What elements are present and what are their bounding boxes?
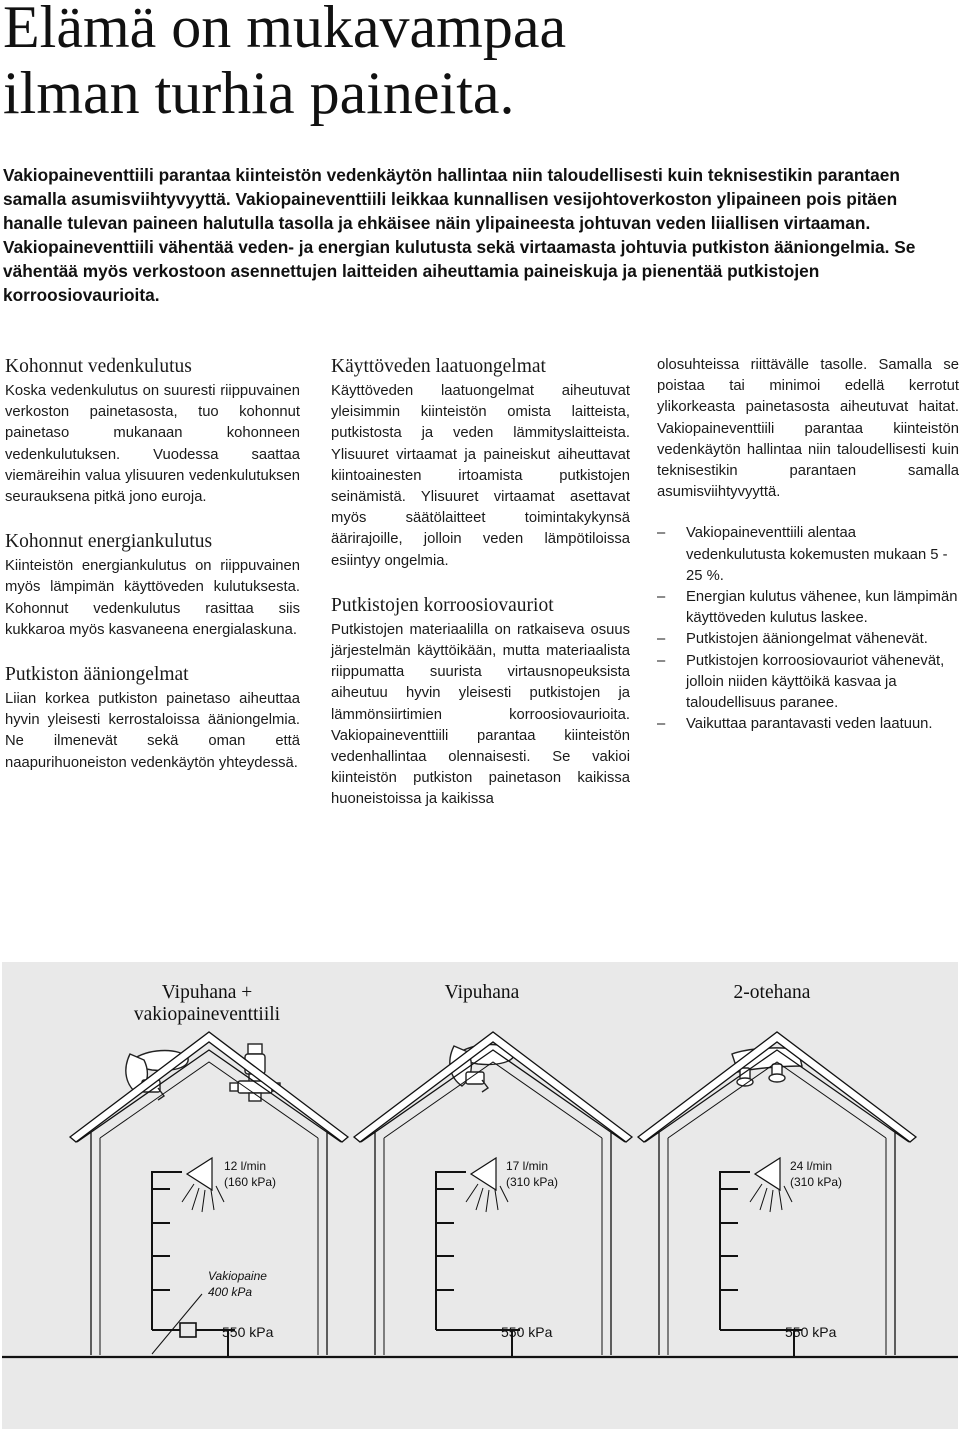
column-right: [657, 355, 959, 735]
heading-laatuongelmat: Käyttöveden laatuongelmat: [331, 356, 546, 377]
house-3-flow-pressure: (310 kPa): [790, 1175, 843, 1189]
water-stream: [750, 1184, 792, 1212]
house-3-supply-pressure: 550 kPa: [785, 1324, 837, 1340]
house-1-regulated-label: Vakiopaine: [208, 1269, 267, 1283]
benefit-item: – Vakiopaineventtiili alentaa vedenkulutusta kokemusten mukaan 5 - 25 %.: [657, 523, 959, 587]
heading-vedenkulutus: Kohonnut vedenkulutus: [5, 356, 192, 377]
column-middle: [331, 355, 630, 833]
page-title: [3, 0, 943, 126]
house-2-supply-pressure: 550 kPa: [501, 1324, 553, 1340]
benefit-item: – Putkistojen korroosiovauriot vähenevät, jolloin niiden käyttöikä kasvaa ja taloudellisuus paranee.: [657, 651, 959, 715]
text-korroosiovauriot: Putkistojen materiaalilla on ratkaiseva osuus järjestelmän käyttöikään, mutta materiaalista riippumatta suurista virtausnopeuksista aiheutuu hyvin yleisesti putkistojen ja lämmönsiirtimien korroosiovaurioita. Vakiopaineventtiili parantaa kiinteistön vedenhallintaa olennaisesti. Se vakioi kiinteistön putkiston painetason kaikissa huoneistoissa ja kaikissa: [331, 621, 630, 808]
water-stream: [466, 1184, 508, 1212]
house-1-label-line-1: Vipuhana +: [161, 982, 253, 1003]
house-3-flow: 24 l/min: [790, 1159, 833, 1173]
title-line-2: ilman turhia paineita.: [3, 60, 515, 126]
text-vedenkulutus: Koska vedenkulutus on suuresti riippuvainen verkoston painetasosta, tuo kohonnut painetaso mukanaan kohonneen vedenkulutuksen. Vuodessa saattaa viemäreihin valua ylisuuren vedenkulutuksen seurauksena pitkä jono euroja.: [5, 383, 300, 506]
house-1-supply-pressure: 550 kPa: [222, 1324, 274, 1340]
house-2-flow-pressure: (310 kPa): [506, 1175, 559, 1189]
shower-head-icon: [187, 1158, 212, 1190]
heading-aaniongelmat: Putkiston ääniongelmat: [5, 664, 189, 686]
house-1-flow-pressure: (160 kPa): [224, 1175, 277, 1189]
house-1: [70, 1032, 348, 1357]
house-2-label-line-1: Vipuhana: [444, 982, 520, 1003]
pressure-diagram: [2, 962, 958, 1429]
lead-paragraph: Vakiopaineventtiili parantaa kiinteistön vedenkäytön hallintaa niin taloudellisesti kuin teknisestikin parantaen samalla asumisviihtyvyyttä. Vakiopaineventtiili leikkaa kunnallisen vesijohtoverkoston ylipaineen pois pitäen hanalle tulevan paineen halutulla tasolla ja ehkäisee näin ylipaineesta johtuvan veden liiallisen virtaaman. Vakiopaineventtiili vähentää veden- ja energian kulutusta sekä virtaamasta johtuvia putkiston ääniongelmia. Se vähentää myös verkostoon asennettujen laitteiden aiheuttamia paineiskuja ja pienentää putkistojen korroosiovaurioita.: [3, 165, 916, 305]
shower-head-icon: [755, 1158, 780, 1190]
benefit-item: – Vaikuttaa parantavasti veden laatuun.: [657, 714, 959, 735]
diagram-drawing: [2, 962, 958, 1429]
column-left: [5, 355, 300, 796]
text-laatuongelmat: Käyttöveden laatuongelmat aiheutuvat yleisimmin kiinteistön omista laitteista, putkistosta ja veden lämmityslaitteista. Ylisuuret virtaamat ja paineiskut aiheuttavat kiintoainesten irtoamista putkistojen seinämistä. Ylisuuret virtaamat asettavat myös säätölaitteet toimintakykynsä äärirajoille, jolloin veden lämpötiloissa esiintyy ongelmia.: [331, 383, 630, 569]
benefits-list: [657, 523, 959, 735]
title-line-1: Elämä on mukavampaa: [3, 0, 567, 60]
valve-icon: [180, 1323, 196, 1337]
benefit-item: – Putkistojen ääniongelmat vähenevät.: [657, 629, 959, 650]
heading-energiankulutus: Kohonnut energiankulutus: [5, 531, 213, 553]
water-stream: [182, 1184, 224, 1212]
house-1-regulated-pressure: 400 kPa: [208, 1285, 253, 1299]
house-3-label-line-1: 2-otehana: [733, 982, 811, 1003]
house-2-flow: 17 l/min: [506, 1159, 549, 1173]
text-aaniongelmat: Liian korkea putkiston painetaso aiheuttaa hyvin yleisesti kerrostaloissa ääniongelmia. Ne ilmenevät sekä oman että naapurihuoneiston vedenkäytön yhteydessä.: [5, 691, 300, 771]
house-1-flow: 12 l/min: [224, 1159, 267, 1173]
heading-korroosiovauriot: Putkistojen korroosiovauriot: [331, 594, 554, 616]
house-2: [354, 1032, 632, 1357]
shower-head-icon: [471, 1158, 496, 1190]
house-1-label-line-2: vakiopaineventtiili: [133, 1004, 281, 1025]
text-energiankulutus: Kiinteistön energiankulutus on riippuvainen myös lämpimän käyttöveden kulutuksesta. Kohonnut vedenkulutus rasittaa siis kukkaroa myös kasvaneena energialaskuna.: [5, 558, 300, 638]
text-benefits-intro: olosuhteissa riittävälle tasolle. Samalla se poistaa tai minimoi edellä kerrotut ylikorkeasta painetasosta aiheutuvat haitat. Vakiopaineventtiili parantaa kiinteistön vedenkäytön hallintaa niin taloudellisesti kuin teknisestikin parantaen samalla asumisviihtyvyyttä.: [657, 357, 959, 501]
benefit-item: – Energian kulutus vähenee, kun lämpimän käyttöveden kulutus laskee.: [657, 587, 959, 629]
